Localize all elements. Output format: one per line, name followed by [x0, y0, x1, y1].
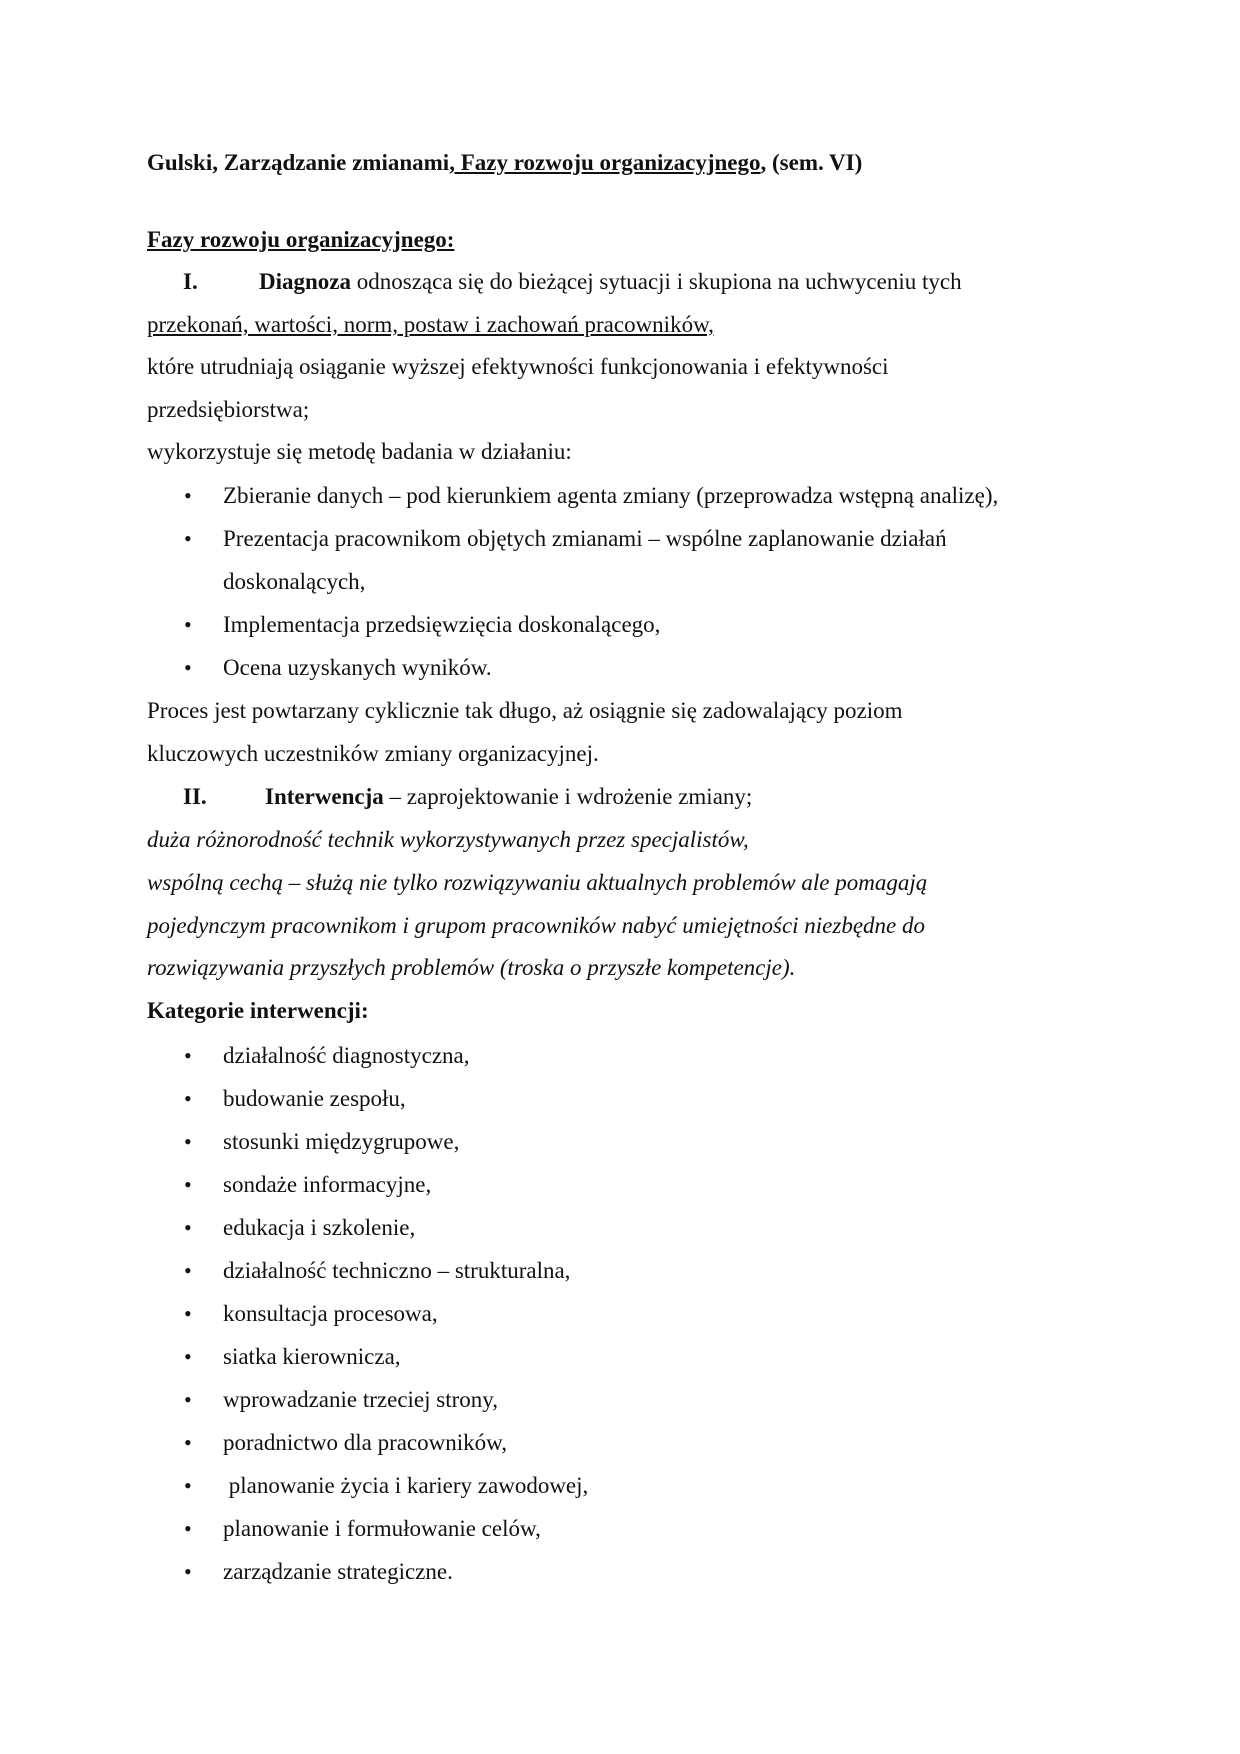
- category-item: planowanie życia i kariery zawodowej,: [223, 1473, 589, 1498]
- bullet-icon: •: [184, 1301, 192, 1326]
- phase2-italic-line: wspólną cechą – służą nie tylko rozwiązywaniu aktualnych problemów ale pomagają: [147, 870, 928, 895]
- bullet-icon: •: [184, 483, 192, 508]
- conclusion-line2: kluczowych uczestników zmiany organizacyjnej.: [147, 741, 599, 766]
- phase2-line1-text: – zaprojektowanie i wdrożenie zmiany;: [383, 784, 753, 809]
- phase1-line2: przekonań, wartości, norm, postaw i zachowań pracowników,: [147, 312, 714, 337]
- bullet-icon: •: [184, 1516, 192, 1541]
- bullet-icon: •: [184, 1258, 192, 1283]
- phase1-line1-text: odnosząca się do bieżącej sytuacji i skupiona na uchwyceniu tych: [351, 269, 962, 294]
- phase2-term: Interwencja: [265, 784, 384, 809]
- bullet-icon: •: [184, 1430, 192, 1455]
- phase2-line1: [147, 782, 753, 812]
- category-item: edukacja i szkolenie,: [223, 1215, 416, 1240]
- bullet-icon: •: [184, 1344, 192, 1369]
- category-item: planowanie i formułowanie celów,: [223, 1516, 541, 1541]
- phase1-line4: przedsiębiorstwa;: [147, 397, 310, 422]
- method-step: Prezentacja pracownikom objętych zmianami – wspólne zaplanowanie działań: [223, 526, 947, 551]
- document-title: [147, 148, 862, 178]
- bullet-icon: •: [184, 1473, 192, 1498]
- category-item: wprowadzanie trzeciej strony,: [223, 1387, 499, 1412]
- phase1-line5: wykorzystuje się metodę badania w działaniu:: [147, 439, 572, 464]
- category-item: działalność techniczno – strukturalna,: [223, 1258, 571, 1283]
- category-item: stosunki międzygrupowe,: [223, 1129, 460, 1154]
- title-prefix: Gulski, Zarządzanie zmianami: [147, 150, 450, 175]
- phase2-italic-line: pojedynczym pracownikom i grupom pracowników nabyć umiejętności niezbędne do: [147, 913, 926, 938]
- category-item: poradnictwo dla pracowników,: [223, 1430, 508, 1455]
- title-link[interactable]: , Fazy rozwoju organizacyjnego: [449, 150, 761, 175]
- category-item: siatka kierownicza,: [223, 1344, 401, 1369]
- category-item: sondaże informacyjne,: [223, 1172, 432, 1197]
- bullet-icon: •: [184, 1172, 192, 1197]
- phase1-numeral: I.: [183, 269, 198, 294]
- phase2-numeral: II.: [183, 784, 207, 809]
- bullet-icon: •: [184, 1043, 192, 1068]
- method-step: Ocena uzyskanych wyników.: [223, 655, 492, 680]
- bullet-icon: •: [184, 1129, 192, 1154]
- bullet-icon: •: [184, 1086, 192, 1111]
- bullet-icon: •: [184, 655, 192, 680]
- phase2-italic-line: rozwiązywania przyszłych problemów (troska o przyszłe kompetencje).: [147, 955, 796, 980]
- bullet-icon: •: [184, 612, 192, 637]
- phase1-line1: [147, 267, 962, 297]
- category-item: budowanie zespołu,: [223, 1086, 406, 1111]
- bullet-icon: •: [184, 526, 192, 551]
- bullet-icon: •: [184, 1387, 192, 1412]
- section-heading: Fazy rozwoju organizacyjnego:: [147, 227, 455, 252]
- phase1-term: Diagnoza: [259, 269, 351, 294]
- conclusion-line1: Proces jest powtarzany cyklicznie tak długo, aż osiągnie się zadowalający poziom: [147, 698, 903, 723]
- title-suffix: , (sem. VI): [760, 150, 863, 175]
- phase1-line3: które utrudniają osiąganie wyższej efektywności funkcjonowania i efektywności: [147, 354, 889, 379]
- categories-heading: Kategorie interwencji:: [147, 998, 369, 1023]
- category-item: konsultacja procesowa,: [223, 1301, 438, 1326]
- bullet-icon: •: [184, 1215, 192, 1240]
- method-step: Implementacja przedsięwzięcia doskonalącego,: [223, 612, 661, 637]
- bullet-icon: •: [184, 1559, 192, 1584]
- phase2-italic-line: duża różnorodność technik wykorzystywanych przez specjalistów,: [147, 827, 749, 852]
- category-item: działalność diagnostyczna,: [223, 1043, 470, 1068]
- category-item: zarządzanie strategiczne.: [223, 1559, 453, 1584]
- method-step-continuation: doskonalących,: [223, 569, 366, 594]
- method-step: Zbieranie danych – pod kierunkiem agenta zmiany (przeprowadza wstępną analizę),: [223, 483, 999, 508]
